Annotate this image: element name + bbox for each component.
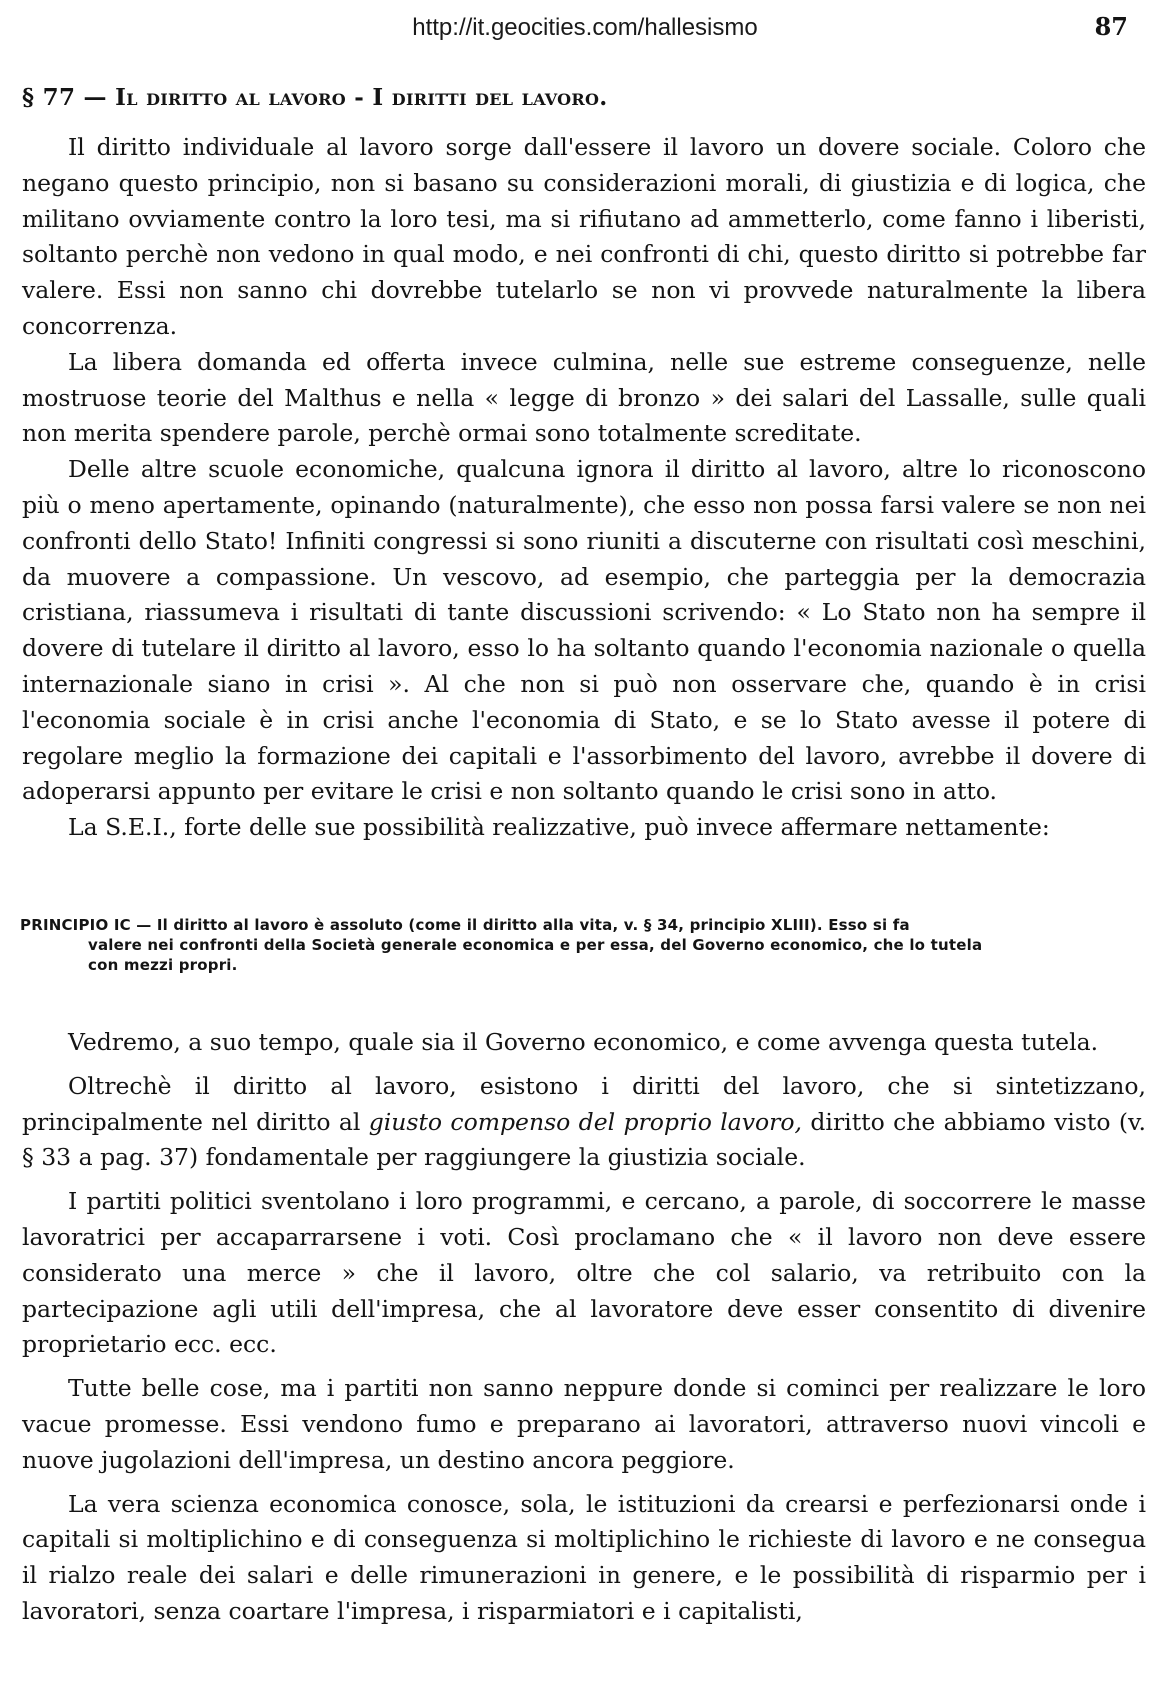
paragraph: Tutte belle cose, ma i partiti non sanno neppure donde si cominci per realizzare le loro vacue promesse. Essi vendono fumo e preparano ai lavoratori, attraverso nuovi vincoli e nuove jugolazioni dell'impresa, un destino ancora peggiore. — [22, 1374, 1146, 1474]
section-title: § 77 — Il diritto al lavoro - I diritti del lavoro. — [22, 84, 608, 111]
principle-line: con mezzi propri. — [88, 956, 238, 974]
page-number: 87 — [1094, 12, 1128, 41]
paragraph-text: Oltrechè il diritto al lavoro, esistono i diritti del lavoro, che si sintetizzano, principalmente nel diritto al — [22, 1071, 1146, 1136]
body-text-upper — [22, 130, 1146, 846]
principle-line: valere nei confronti della Società generale economica e per essa, del Governo economico, che lo tutela — [88, 936, 983, 954]
paragraph — [22, 1069, 1146, 1176]
paragraph: Il diritto individuale al lavoro sorge dall'essere il lavoro un dovere sociale. Coloro che negano questo principio, non si basano su considerazioni morali, di giustizia e di logica, che militano ovviamente contro la loro tesi, ma si rifiutano ad ammetterlo, come fanno i liberisti, soltanto perchè non vedono in qual modo, e nei confronti di chi, questo diritto si potrebbe far valere. Essi non sanno chi dovrebbe tutelarlo se non vi provvede naturalmente la libera concorrenza. — [22, 133, 1146, 340]
body-text-lower — [22, 1025, 1146, 1638]
italic-phrase: giusto compenso del proprio lavoro, — [368, 1107, 803, 1136]
principle-line: PRINCIPIO IC — Il diritto al lavoro è assoluto (come il diritto alla vita, v. § 34, principio XLIII). Esso si fa — [20, 916, 910, 934]
paragraph: La libera domanda ed offerta invece culmina, nelle sue estreme conseguenze, nelle mostruose teorie del Malthus e nella « legge di bronzo » dei salari del Lassalle, sulle quali non merita spendere parole, perchè ormai sono totalmente screditate. — [22, 347, 1146, 448]
header-url: http://it.geocities.com/hallesismo — [412, 14, 758, 41]
principle-block — [20, 915, 1150, 975]
paragraph-text: diritto che abbiamo visto (v. § 33 a pag. 37) fondamentale per raggiungere la giustizia sociale. — [22, 1107, 1146, 1172]
paragraph: La S.E.I., forte delle sue possibilità realizzative, può invece affermare nettamente: — [68, 813, 1050, 842]
paragraph: Delle altre scuole economiche, qualcuna ignora il diritto al lavoro, altre lo riconoscono più o meno apertamente, opinando (naturalmente), che esso non possa farsi valere se non nei confronti dello Stato! Infiniti congressi si sono riuniti a discuterne con risultati così meschini, da muovere a compassione. Un vescovo, ad esempio, che parteggia per la democrazia cristiana, riassumeva i risultati di tante discussioni scrivendo: « Lo Stato non ha sempre il dovere di tutelare il diritto al lavoro, esso lo ha soltanto quando l'economia nazionale o quella internazionale siano in crisi ». Al che non si può non osservare che, quando è in crisi l'economia sociale è in crisi anche l'economia di Stato, e se lo Stato avesse il potere di regolare meglio la formazione dei capitali e l'assorbimento del lavoro, avrebbe il dovere di adoperarsi appunto per evitare le crisi e non soltanto quando le crisi sono in atto. — [22, 455, 1146, 806]
paragraph: La vera scienza economica conosce, sola, le istituzioni da crearsi e perfezionarsi onde i capitali si moltiplichino e di conseguenza si moltiplichino le richieste di lavoro e ne consegua il rialzo reale dei salari e delle rimunerazioni in genere, e le possibilità di risparmio per i lavoratori, senza coartare l'impresa, i risparmiatori e i capitalisti, — [22, 1489, 1146, 1625]
paragraph: Vedremo, a suo tempo, quale sia il Governo economico, e come avvenga questa tutela. — [68, 1028, 1099, 1056]
paragraph: I partiti politici sventolano i loro programmi, e cercano, a parole, di soccorrere le masse lavoratrici per accaparrarsene i voti. Così proclamano che « il lavoro non deve essere considerato una merce » che il lavoro, oltre che col salario, va retribuito con la partecipazione agli utili dell'impresa, che al lavoratore deve esser consentito di divenire proprietario ecc. ecc. — [22, 1187, 1146, 1359]
